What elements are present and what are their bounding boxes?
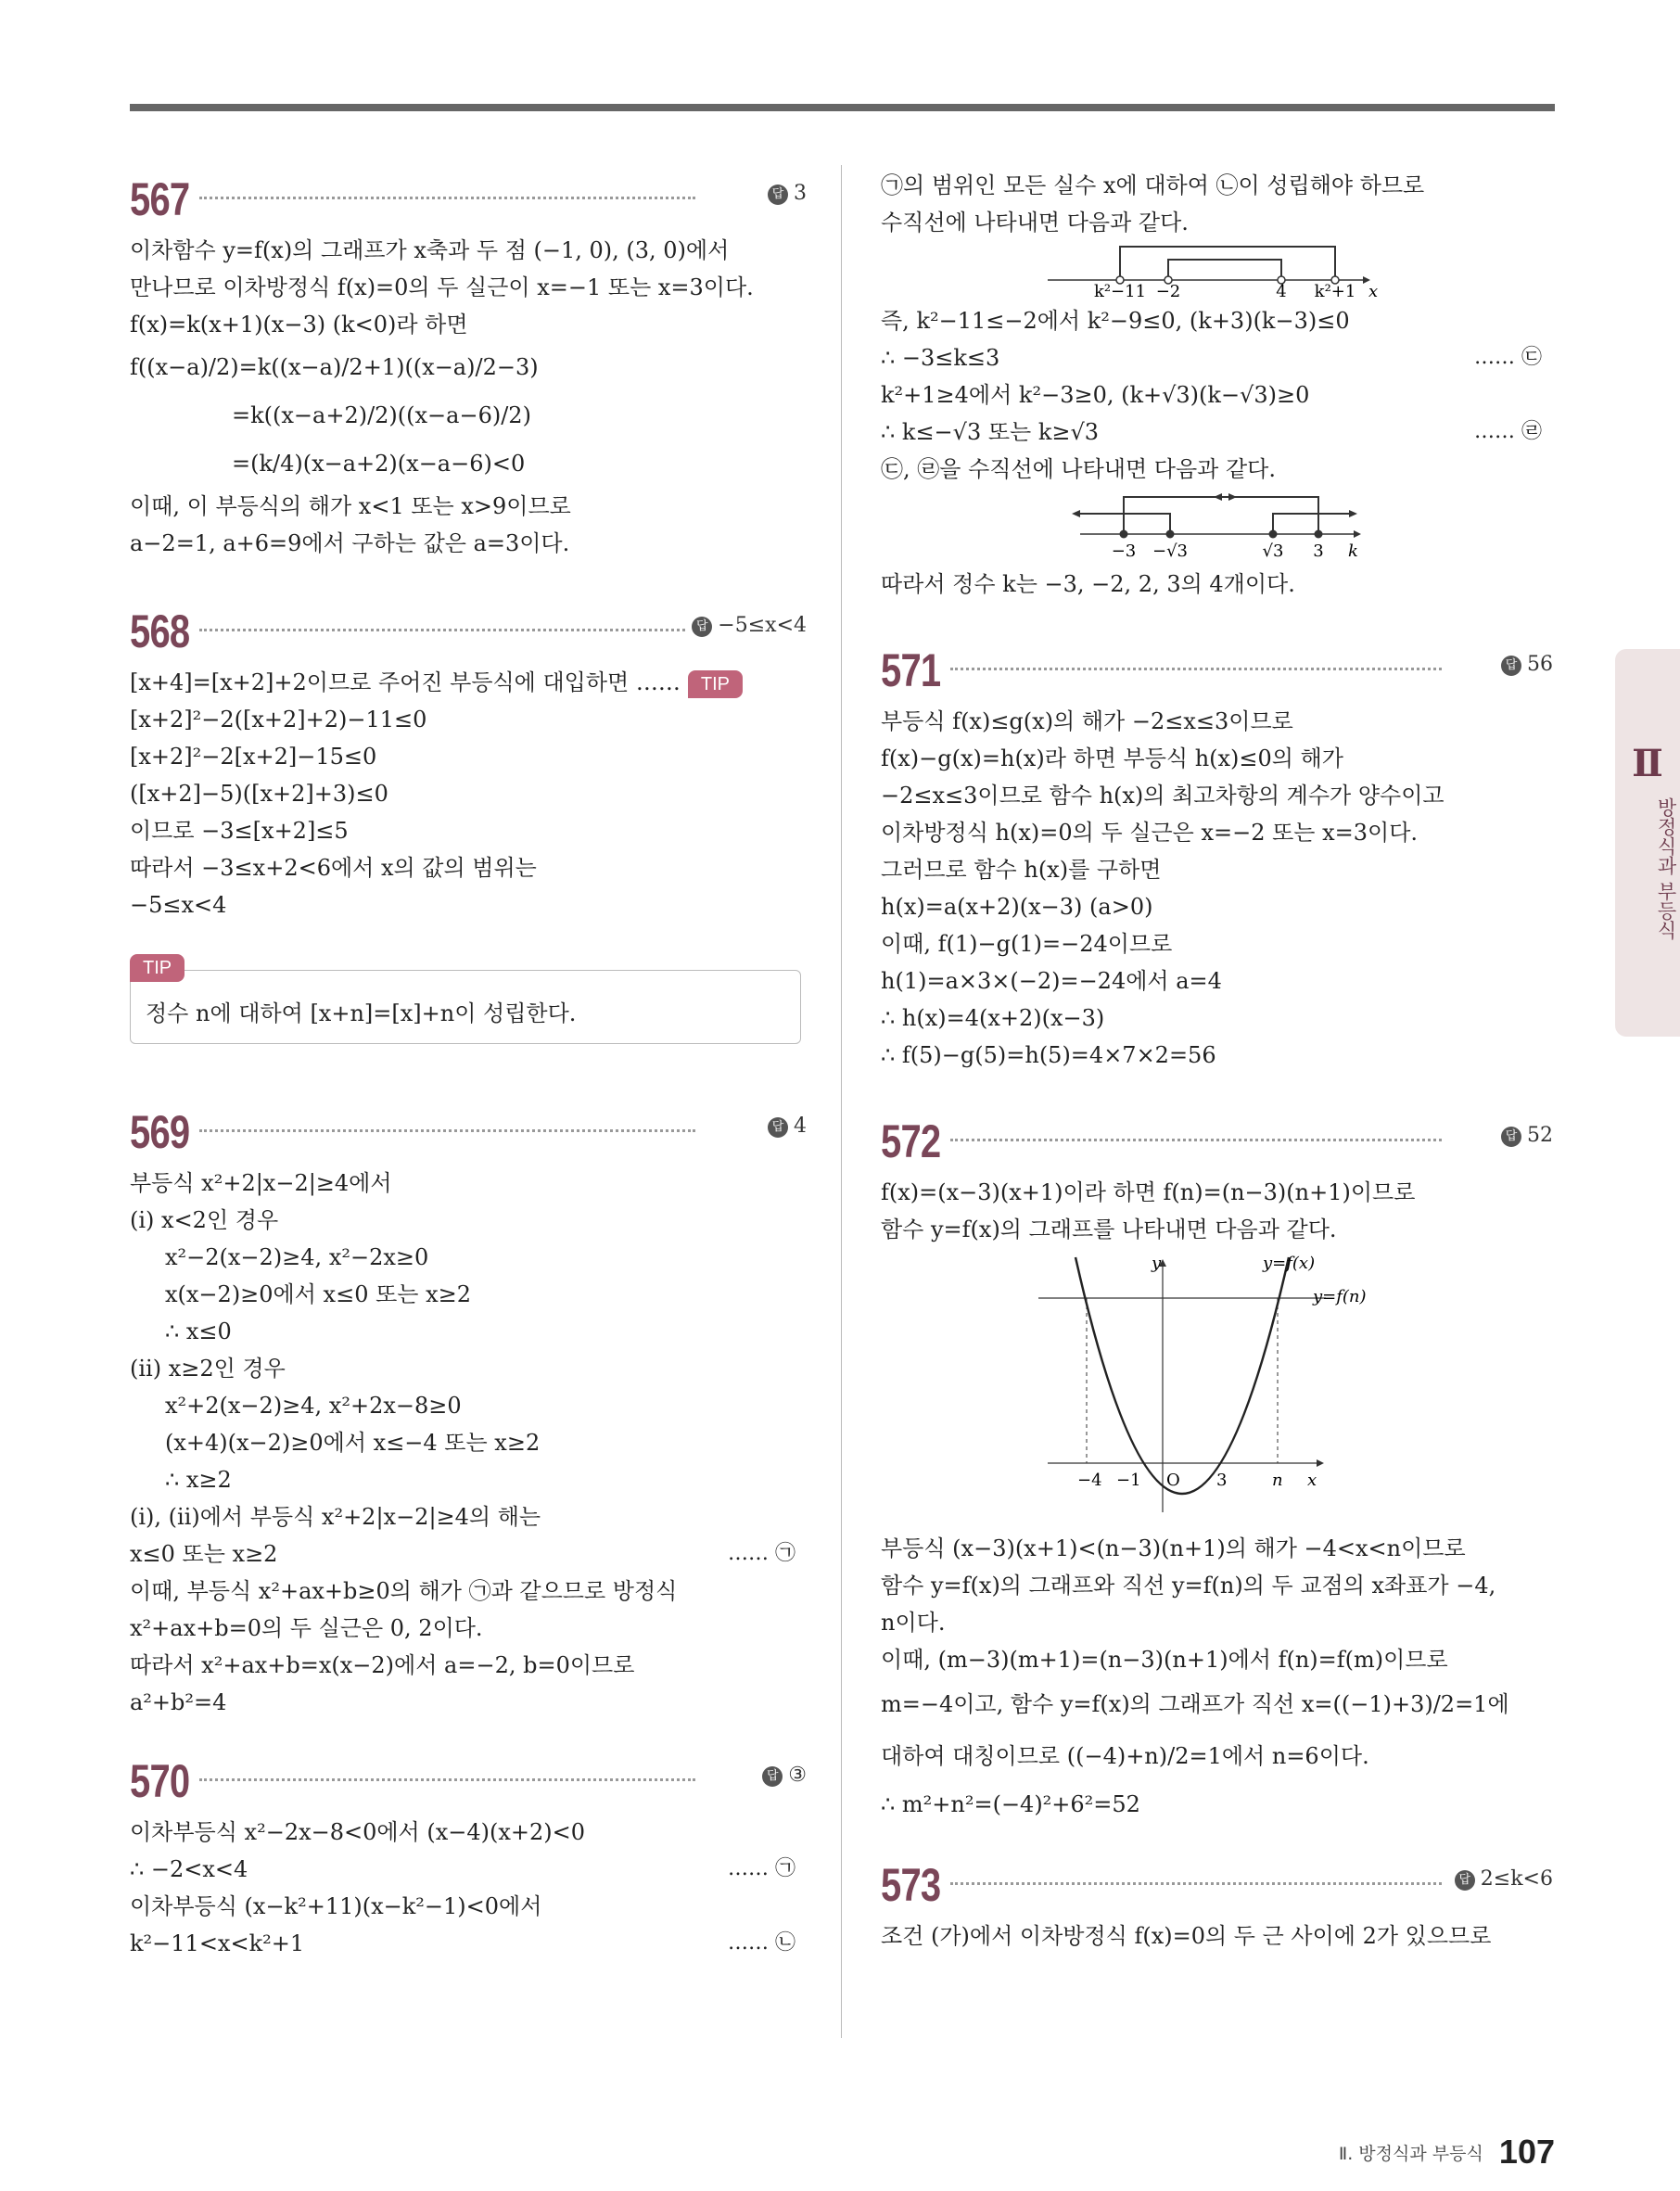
solution-line: 만나므로 이차방정식 f(x)=0의 두 실근이 x=−1 또는 x=3이다. — [130, 274, 754, 300]
number-line-diagram-2 — [881, 488, 1553, 562]
answer-icon: 답 — [692, 617, 712, 637]
answer-icon: 답 — [1501, 656, 1521, 676]
solution-line: k²−11<x<k²+1 …… ㉡ — [130, 1925, 807, 1962]
answer-icon: 답 — [1455, 1870, 1475, 1891]
solution-line: ∴ h(x)=4(x+2)(x−3) — [881, 1005, 1105, 1031]
solution-line: f(x)−g(x)=h(x)라 하면 부등식 h(x)≤0의 해가 — [881, 745, 1343, 771]
solution-line: ∴ x≤0 — [165, 1318, 232, 1344]
graph-label: −1 — [1116, 1471, 1141, 1490]
solution-line: −5≤x<4 — [130, 892, 227, 918]
solution-line: ∴ −2<x<4 …… ㉠ — [130, 1851, 807, 1888]
solution-line: 따라서 정수 k는 −3, −2, 2, 3의 4개이다. — [881, 571, 1295, 597]
solution-line: 이때, 부등식 x²+ax+b≥0의 해가 ㉠과 같으므로 방정식 — [130, 1578, 678, 1604]
solution-line: 이때, 이 부등식의 해가 x<1 또는 x>9이므로 — [130, 493, 571, 519]
tip-text: 정수 n에 대하여 [x+n]=[x]+n이 성립한다. — [146, 1000, 577, 1026]
solution-line: ㉠의 범위인 모든 실수 x에 대하여 ㉡이 성립해야 하므로 — [881, 172, 1425, 198]
solution-line: h(1)=a×3×(−2)=−24에서 a=4 — [881, 968, 1222, 994]
solution-line: 이차부등식 x²−2x−8<0에서 (x−4)(x+2)<0 — [130, 1819, 586, 1845]
graph-label: n — [1272, 1471, 1283, 1490]
answer: 답 4 — [762, 1115, 807, 1138]
problem-header-570 — [130, 1749, 807, 1814]
solution-line: 함수 y=f(x)의 그래프를 나타내면 다음과 같다. — [881, 1217, 1337, 1242]
tip-box — [130, 958, 801, 1044]
right-column — [881, 167, 1553, 1955]
column-divider — [841, 165, 842, 2038]
nl-label: 3 — [1313, 541, 1324, 561]
nl-axis-label: k — [1348, 541, 1358, 561]
solution-line: ∴ m²+n²=(−4)²+6²=52 — [881, 1791, 1140, 1817]
answer: 답 ③ — [757, 1764, 807, 1787]
solution-line: k²+1≥4에서 k²−3≥0, (k+√3)(k−√3)≥0 — [881, 382, 1310, 408]
number-line-diagram-1 — [881, 241, 1553, 299]
solution-line: =k((x−a+2)/2)((x−a−6)/2) — [232, 402, 531, 428]
solution-line: 이차부등식 (x−k²+11)(x−k²−1)<0에서 — [130, 1893, 542, 1919]
circled-mark: …… ㉠ — [728, 1542, 795, 1565]
solution-line: 부등식 f(x)≤g(x)의 해가 −2≤x≤3이므로 — [881, 708, 1293, 734]
solution-line: 이때, (m−3)(m+1)=(n−3)(n+1)에서 f(n)=f(m)이므로 — [881, 1647, 1448, 1673]
nl-label: k²+1 — [1314, 282, 1356, 299]
circled-mark: …… ㉢ — [1474, 346, 1542, 369]
nl-label: k²−11 — [1093, 282, 1147, 299]
chapter-title: 방정식과 부등식 — [1655, 797, 1677, 940]
problem-header-568 — [130, 599, 807, 664]
graph-label: y=f(x) — [1263, 1254, 1316, 1273]
solution-line: f(x)=k(x+1)(x−3) (k<0)라 하면 — [130, 312, 468, 338]
parabola-graph — [881, 1248, 1553, 1526]
tip-badge: TIP — [130, 954, 185, 982]
problem-header-567 — [130, 167, 807, 232]
solution-line: ∴ k≤−√3 또는 k≥√3 …… ㉣ — [881, 414, 1553, 451]
answer: 답 3 — [762, 182, 807, 205]
solution-line: x²+ax+b=0의 두 실근은 0, 2이다. — [130, 1615, 483, 1641]
solution-line: x≤0 또는 x≥2 …… ㉠ — [130, 1535, 807, 1573]
solution-line: 이므로 −3≤[x+2]≤5 — [130, 818, 349, 844]
solution-line: 수직선에 나타내면 다음과 같다. — [881, 210, 1189, 236]
solution-line: x(x−2)≥0에서 x≤0 또는 x≥2 — [165, 1281, 472, 1307]
answer: 답 56 — [1495, 653, 1553, 676]
solution-line: [x+2]²−2[x+2]−15≤0 — [130, 744, 377, 770]
solution-line: =(k/4)(x−a+2)(x−a−6)<0 — [232, 451, 526, 477]
circled-mark: …… ㉡ — [728, 1931, 795, 1955]
nl-label: −2 — [1155, 282, 1181, 299]
solution-line: 함수 y=f(x)의 그래프와 직선 y=f(n)의 두 교점의 x좌표가 −4, — [881, 1573, 1496, 1599]
answer-icon: 답 — [762, 1766, 783, 1787]
chapter-side-tab — [1615, 649, 1680, 1037]
solution-line: x²−2(x−2)≥4, x²−2x≥0 — [165, 1244, 429, 1270]
solution-line: [x+2]²−2([x+2]+2)−11≤0 — [130, 707, 427, 732]
solution-line: −2≤x≤3이므로 함수 h(x)의 최고차항의 계수가 양수이고 — [881, 783, 1445, 809]
solution-line: ∴ −3≤k≤3 …… ㉢ — [881, 339, 1553, 376]
problem-header-572 — [881, 1109, 1553, 1174]
solution-line: 따라서 x²+ax+b=x(x−2)에서 a=−2, b=0이므로 — [130, 1652, 635, 1678]
solution-line: x²+2(x−2)≥4, x²+2x−8≥0 — [165, 1393, 462, 1419]
footer-section: Ⅱ. 방정식과 부등식 — [1338, 2144, 1483, 2164]
page-number: 107 — [1498, 2133, 1555, 2171]
problem-number: 568 — [130, 605, 190, 657]
problem-header-569 — [130, 1100, 807, 1165]
solution-line: a−2=1, a+6=9에서 구하는 값은 a=3이다. — [130, 530, 570, 556]
solution-line: f(x)=(x−3)(x+1)이라 하면 f(n)=(n−3)(n+1)이므로 — [881, 1179, 1416, 1205]
answer: 답 2≤k<6 — [1449, 1867, 1553, 1891]
problem-header-571 — [881, 638, 1553, 703]
solution-line: (ⅱ) x≥2인 경우 — [130, 1356, 286, 1382]
solution-line: 부등식 x²+2|x−2|≥4에서 — [130, 1170, 392, 1196]
answer-icon: 답 — [768, 185, 788, 205]
solution-line: ㉢, ㉣을 수직선에 나타내면 다음과 같다. — [881, 456, 1276, 482]
graph-label: 3 — [1216, 1471, 1228, 1490]
answer: 답 −5≤x<4 — [686, 614, 807, 637]
problem-header-573 — [881, 1853, 1553, 1917]
nl-label: −3 — [1111, 541, 1137, 561]
answer: 답 52 — [1495, 1124, 1553, 1147]
nl-label: −√3 — [1152, 541, 1189, 561]
problem-number: 571 — [881, 644, 941, 696]
solution-line: ∴ f(5)−g(5)=h(5)=4×7×2=56 — [881, 1042, 1216, 1068]
circled-mark: …… ㉠ — [728, 1857, 795, 1880]
graph-label: x — [1307, 1471, 1317, 1490]
solution-line: ([x+2]−5)([x+2]+3)≤0 — [130, 781, 388, 807]
left-column — [130, 167, 807, 1962]
solution-line: m=−4이고, 함수 y=f(x)의 그래프가 직선 x=((−1)+3)/2=1에 — [881, 1691, 1509, 1717]
solution-line: n이다. — [881, 1610, 946, 1636]
solution-line: 대하여 대칭이므로 ((−4)+n)/2=1에서 n=6이다. — [881, 1743, 1369, 1769]
problem-number: 569 — [130, 1106, 190, 1158]
solution-line: ∴ x≥2 — [165, 1467, 232, 1493]
solution-line: f((x−a)/2)=k((x−a)/2+1)((x−a)/2−3) — [130, 354, 539, 380]
solution-line: h(x)=a(x+2)(x−3) (a>0) — [881, 894, 1153, 920]
solution-line: 부등식 (x−3)(x+1)<(n−3)(n+1)의 해가 −4<x<n이므로 — [881, 1535, 1466, 1561]
solution-line: 이차방정식 h(x)=0의 두 실근은 x=−2 또는 x=3이다. — [881, 820, 1419, 846]
graph-label: y=f(n) — [1313, 1287, 1367, 1306]
page-footer — [1339, 2133, 1555, 2172]
graph-label: O — [1166, 1471, 1180, 1490]
solution-line: [x+4]=[x+2]+2이므로 주어진 부등식에 대입하면 …… TIP — [130, 664, 807, 701]
problem-number: 570 — [130, 1755, 190, 1807]
solution-line: 이때, f(1)−g(1)=−24이므로 — [881, 931, 1173, 957]
nl-label: 4 — [1276, 282, 1287, 299]
tip-badge: TIP — [688, 670, 743, 698]
solution-line: 이차함수 y=f(x)의 그래프가 x축과 두 점 (−1, 0), (3, 0)에서 — [130, 237, 730, 263]
graph-label: y — [1152, 1254, 1162, 1273]
solution-line: 그러므로 함수 h(x)를 구하면 — [881, 857, 1162, 883]
chapter-roman: Ⅱ — [1632, 742, 1663, 785]
solution-line: a²+b²=4 — [130, 1689, 227, 1715]
problem-number: 567 — [130, 173, 190, 225]
nl-label: √3 — [1262, 541, 1284, 561]
circled-mark: …… ㉣ — [1474, 420, 1542, 443]
problem-number: 573 — [881, 1859, 941, 1911]
top-rule — [130, 104, 1555, 111]
solution-line: (ⅰ) x<2인 경우 — [130, 1207, 279, 1233]
solution-line: 조건 (가)에서 이차방정식 f(x)=0의 두 근 사이에 2가 있으므로 — [881, 1923, 1492, 1949]
solution-line: (x+4)(x−2)≥0에서 x≤−4 또는 x≥2 — [165, 1430, 541, 1456]
answer-icon: 답 — [1501, 1127, 1521, 1147]
solution-line: 즉, k²−11≤−2에서 k²−9≤0, (k+3)(k−3)≤0 — [881, 308, 1350, 334]
solution-line: 따라서 −3≤x+2<6에서 x의 값의 범위는 — [130, 855, 537, 881]
graph-label: −4 — [1077, 1471, 1102, 1490]
problem-number: 572 — [881, 1115, 941, 1167]
answer-icon: 답 — [768, 1117, 788, 1138]
nl-axis-label: x — [1368, 282, 1379, 299]
solution-line: (ⅰ), (ⅱ)에서 부등식 x²+2|x−2|≥4의 해는 — [130, 1504, 541, 1530]
